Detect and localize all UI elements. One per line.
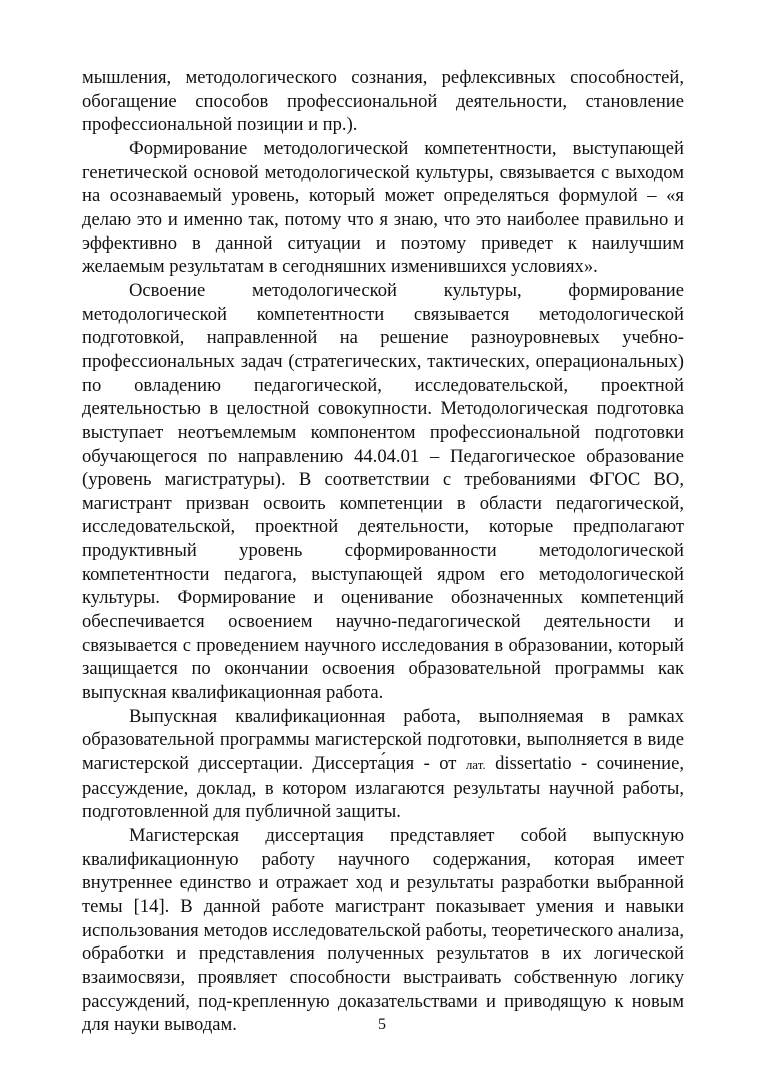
paragraph-4	[82, 705, 684, 824]
latin-abbreviation: лат.	[465, 757, 486, 773]
paragraph-3: Освоение методологической культуры, формирование методологической компетентности связывается методологической подготовкой, направленной на решение разноуровневых учебно-профессиональных задач (стратегических, тактических, операциональных) по овладению педагогической, исследовательской, проектной деятельностью в целостной совокупности. Методологическая подготовка выступает неотъемлемым компонентом профессиональной подготовки обучающегося по направлению 44.04.01 – Педагогическое образование (уровень магистратуры). В соответствии с требованиями ФГОС ВО, магистрант призван освоить компетенции в области педагогической, исследовательской, проектной деятельности, которые предполагают продуктивный уровень сформированности методологической компетентности педагога, выступающей ядром его методологической культуры. Формирование и оценивание обозначенных компетенций обеспечивается освоением научно-педагогической деятельности и связывается с проведением научного исследования в образовании, который защищается по окончании освоения образовательной программы как выпускная квалификационная работа.	[82, 279, 684, 704]
page-number: 5	[378, 1016, 386, 1033]
paragraph-4-start: Выпускная квалификационная работа, выполняемая в рамках образовательной программы магистерской подготовки, выполняется в виде магистерской диссертации. Диссерта́ция - от	[82, 705, 684, 775]
paragraph-1: мышления, методологического сознания, рефлексивных способностей, обогащение способов профессиональной деятельности, становление профессиональной позиции и пр.).	[82, 67, 684, 136]
paragraph-2: Формирование методологической компетентности, выступающей генетической основой методологической культуры, связывается с выходом на осознаваемый уровень, который может определяться формулой – «я делаю это и именно так, потому что я знаю, что это наиболее правильно и эффективно в данной ситуации и поэтому приведет к наилучшим желаемым результатам в сегодняшних изменившихся условиях».	[82, 137, 684, 278]
body-text	[82, 66, 684, 1037]
paragraph-5: Магистерская диссертация представляет собой выпускную квалификационную работу научного содержания, которая имеет внутреннее единство и отражает ход и результаты разработки выбранной темы [14]. В данной работе магистрант показывает умения и навыки использования методов исследовательской работы, теоретического анализа, обработки и представления полученных результатов в их логической взаимосвязи, проявляет способности выстраивать собственную логику рассуждений, под-крепленную доказательствами и приводящую к новым для науки выводам.	[82, 825, 684, 1036]
paragraph-4-end: dissertatio - сочинение, рассуждение, доклад, в котором излагаются результаты научной работы, подготовленной для публичной защиты.	[82, 753, 684, 823]
